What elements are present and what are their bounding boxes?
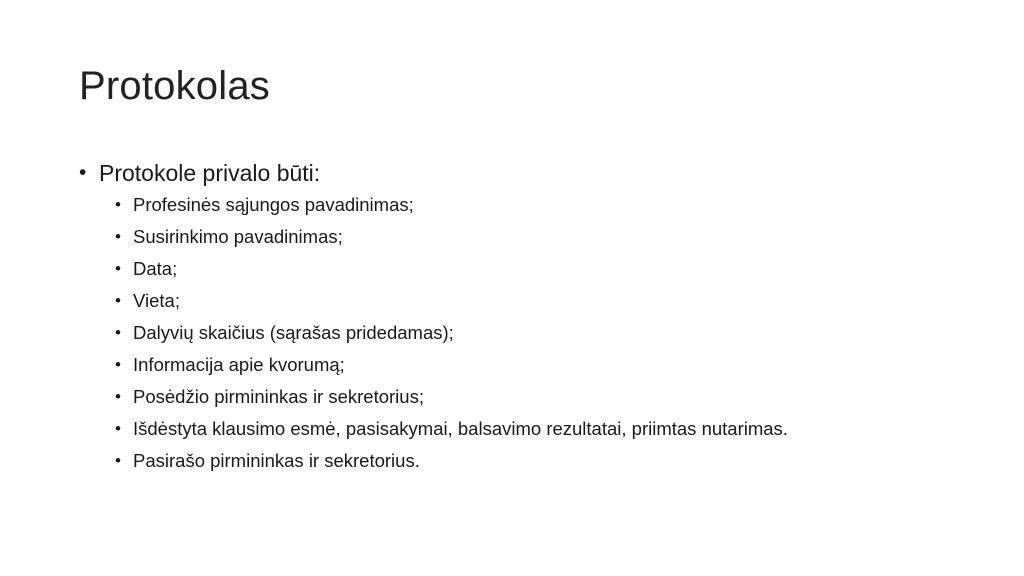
list-item	[115, 194, 939, 216]
list-item-text: Vieta;	[133, 290, 180, 311]
slide-title: Protokolas	[79, 64, 270, 108]
list-item	[115, 354, 939, 376]
main-bullet	[79, 154, 939, 192]
bullet-icon: •	[115, 451, 121, 470]
list-item-text: Išdėstyta klausimo esmė, pasisakymai, balsavimo rezultatai, priimtas nutarimas.	[133, 418, 788, 439]
list-item	[115, 418, 939, 440]
list-item-text: Data;	[133, 258, 178, 279]
bullet-icon: •	[115, 291, 121, 310]
list-item-text: Susirinkimo pavadinimas;	[133, 226, 343, 247]
bullet-icon: •	[115, 195, 121, 214]
slide-content	[79, 154, 939, 482]
list-item	[115, 226, 939, 248]
list-item	[115, 322, 939, 344]
list-item-text: Informacija apie kvorumą;	[133, 354, 345, 375]
list-item	[115, 386, 939, 408]
list-item-text: Profesinės sąjungos pavadinimas;	[133, 194, 414, 215]
list-item	[115, 258, 939, 280]
list-item-text: Posėdžio pirmininkas ir sekretorius;	[133, 386, 424, 407]
bullet-icon: •	[115, 355, 121, 374]
sub-bullet-list	[79, 194, 939, 472]
bullet-icon: •	[115, 387, 121, 406]
list-item-text: Dalyvių skaičius (sąrašas pridedamas);	[133, 322, 454, 343]
list-item-text: Pasirašo pirmininkas ir sekretorius.	[133, 450, 420, 471]
bullet-icon: •	[79, 161, 87, 184]
bullet-icon: •	[115, 227, 121, 246]
main-bullet-text: Protokole privalo būti:	[99, 160, 321, 186]
bullet-icon: •	[115, 323, 121, 342]
bullet-icon: •	[115, 419, 121, 438]
bullet-icon: •	[115, 259, 121, 278]
list-item	[115, 290, 939, 312]
list-item	[115, 450, 939, 472]
